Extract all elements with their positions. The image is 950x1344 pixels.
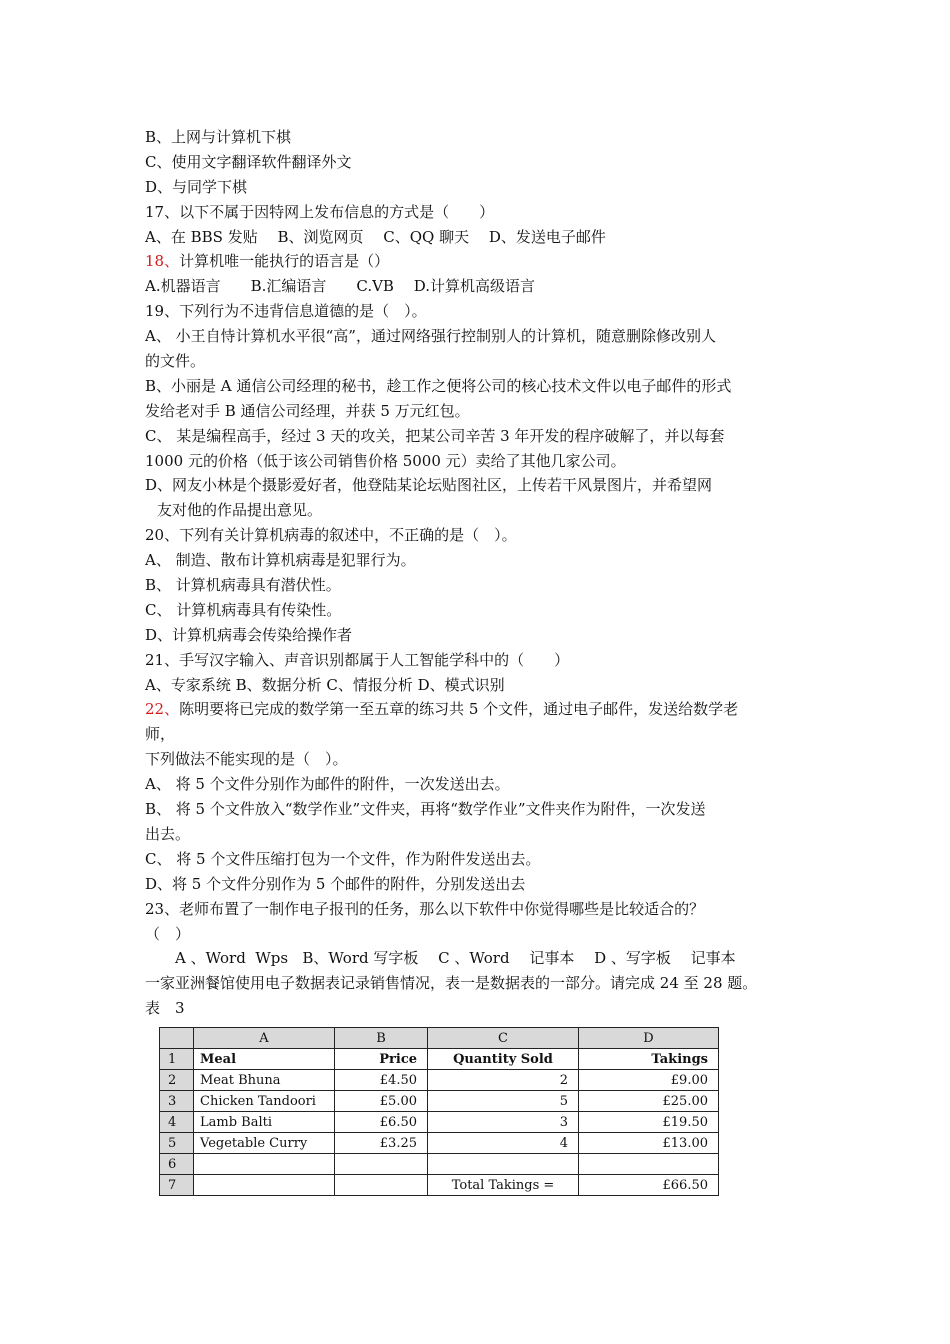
column-header: C [428, 1028, 579, 1049]
table-row [160, 1070, 719, 1091]
text-line: D、将 5 个文件分别作为 5 个邮件的附件，分别发送出去 [145, 874, 526, 893]
column-header-row [160, 1028, 719, 1049]
text-line: （ ） [145, 924, 191, 943]
takings-cell: £13.00 [579, 1133, 719, 1154]
text-line: 1000 元的价格（低于该公司销售价格 5000 元）卖给了其他几家公司。 [145, 451, 626, 470]
text-line: 下列做法不能实现的是（ ）。 [145, 750, 348, 769]
takings-cell: £9.00 [579, 1070, 719, 1091]
question-23: 23、老师布置了一制作电子报刊的任务，那么以下软件中你觉得哪些是比较适合的？ [145, 899, 705, 918]
header-cell-meal: Meal [194, 1049, 335, 1070]
price-cell: £5.00 [335, 1091, 428, 1112]
row-number: 4 [160, 1112, 194, 1133]
header-cell-quantity: Quantity Sold [428, 1049, 579, 1070]
text-line: A.机器语言 B.汇编语言 C.VB D.计算机高级语言 [145, 277, 535, 296]
question-17: 17、以下不属于因特网上发布信息的方式是（ ） [145, 202, 495, 221]
quantity-cell: 2 [428, 1070, 579, 1091]
meal-cell [194, 1154, 335, 1175]
text-line: A、 小王自恃计算机水平很“高”，通过网络强行控制别人的计算机，随意删除修改别人 [145, 327, 716, 346]
meal-cell: Meat Bhuna [194, 1070, 335, 1091]
text-line: A、专家系统 B、数据分析 C、情报分析 D、模式识别 [145, 675, 505, 694]
text-line: 发给老对手 B 通信公司经理，并获 5 万元红包。 [145, 401, 470, 420]
header-cell-takings: Takings [579, 1049, 719, 1070]
table-row [160, 1175, 719, 1196]
question-18 [145, 249, 810, 274]
table-row [160, 1154, 719, 1175]
text-line: B、 计算机病毒具有潜伏性。 [145, 576, 341, 595]
quantity-cell: 3 [428, 1112, 579, 1133]
text-line: D、与同学下棋 [145, 177, 248, 196]
question-text [145, 125, 810, 1021]
price-cell [335, 1175, 428, 1196]
price-cell: £6.50 [335, 1112, 428, 1133]
quantity-cell: 4 [428, 1133, 579, 1154]
text-line: B、小丽是 A 通信公司经理的秘书，趁工作之便将公司的核心技术文件以电子邮件的形式 [145, 376, 732, 395]
text-line: A、 制造、散布计算机病毒是犯罪行为。 [145, 551, 416, 570]
total-value-cell: £66.50 [579, 1175, 719, 1196]
row-number: 5 [160, 1133, 194, 1154]
column-header: B [335, 1028, 428, 1049]
text-line: 一家亚洲餐馆使用电子数据表记录销售情况，表一是数据表的一部分。请完成 24 至 28 题。 [145, 974, 758, 993]
question-stem: 陈明要将已完成的数学第一至五章的练习共 5 个文件，通过电子邮件，发送给数学老 [179, 700, 739, 719]
question-20: 20、下列有关计算机病毒的叙述中，不正确的是（ ）。 [145, 526, 517, 545]
table-row [160, 1049, 719, 1070]
meal-cell: Chicken Tandoori [194, 1091, 335, 1112]
question-19: 19、下列行为不违背信息道德的是（ ）。 [145, 302, 427, 321]
row-number: 2 [160, 1070, 194, 1091]
text-line: C、 某是编程高手，经过 3 天的攻关，把某公司辛苦 3 年开发的程序破解了，并以每套 [145, 426, 725, 445]
question-number: 22、 [145, 700, 180, 719]
takings-cell [579, 1154, 719, 1175]
corner-cell [160, 1028, 194, 1049]
text-line: 师， [145, 725, 176, 744]
column-header: A [194, 1028, 335, 1049]
row-number: 3 [160, 1091, 194, 1112]
total-label-cell: Total Takings = [428, 1175, 579, 1196]
table-row [160, 1112, 719, 1133]
meal-cell [194, 1175, 335, 1196]
quantity-cell: 5 [428, 1091, 579, 1112]
price-cell [335, 1154, 428, 1175]
question-stem: 计算机唯一能执行的语言是（） [179, 252, 390, 271]
text-line: B、上网与计算机下棋 [145, 128, 292, 146]
table-row [160, 1091, 719, 1112]
text-line: 友对他的作品提出意见。 [157, 501, 323, 520]
question-number: 18、 [145, 252, 180, 271]
table-row [160, 1133, 719, 1154]
text-line: B、 将 5 个文件放入“数学作业”文件夹，再将“数学作业”文件夹作为附件，一次发送 [145, 800, 706, 819]
text-line: C、 计算机病毒具有传染性。 [145, 600, 342, 619]
row-number: 7 [160, 1175, 194, 1196]
text-line: C、使用文字翻译软件翻译外文 [145, 152, 352, 171]
meal-cell: Vegetable Curry [194, 1133, 335, 1154]
text-line: A、在 BBS 发贴 B、浏览网页 C、QQ 聊天 D、发送电子邮件 [145, 227, 606, 246]
text-line: D、计算机病毒会传染给操作者 [145, 625, 353, 644]
row-number: 6 [160, 1154, 194, 1175]
meal-cell: Lamb Balti [194, 1112, 335, 1133]
text-line: 出去。 [145, 824, 191, 843]
text-line: A、 将 5 个文件分别作为邮件的附件，一次发送出去。 [145, 775, 510, 794]
question-22 [145, 697, 810, 722]
spreadsheet-table [159, 1027, 719, 1196]
text-line: D、网友小林是个摄影爱好者，他登陆某论坛贴图社区，上传若干风景图片，并希望网 [145, 476, 713, 495]
text-line: 的文件。 [145, 352, 206, 371]
takings-cell: £25.00 [579, 1091, 719, 1112]
text-line: C、 将 5 个文件压缩打包为一个文件，作为附件发送出去。 [145, 849, 541, 868]
row-number: 1 [160, 1049, 194, 1070]
quantity-cell [428, 1154, 579, 1175]
takings-cell: £19.50 [579, 1112, 719, 1133]
price-cell: £4.50 [335, 1070, 428, 1091]
table-caption: 表 3 [145, 999, 185, 1018]
header-cell-price: Price [335, 1049, 428, 1070]
text-line: A 、Word Wps B、Word 写字板 C 、Word 记事本 D 、写字板 记事本 [145, 949, 736, 968]
question-21: 21、手写汉字输入、声音识别都属于人工智能学科中的（ ） [145, 650, 570, 669]
column-header: D [579, 1028, 719, 1049]
price-cell: £3.25 [335, 1133, 428, 1154]
